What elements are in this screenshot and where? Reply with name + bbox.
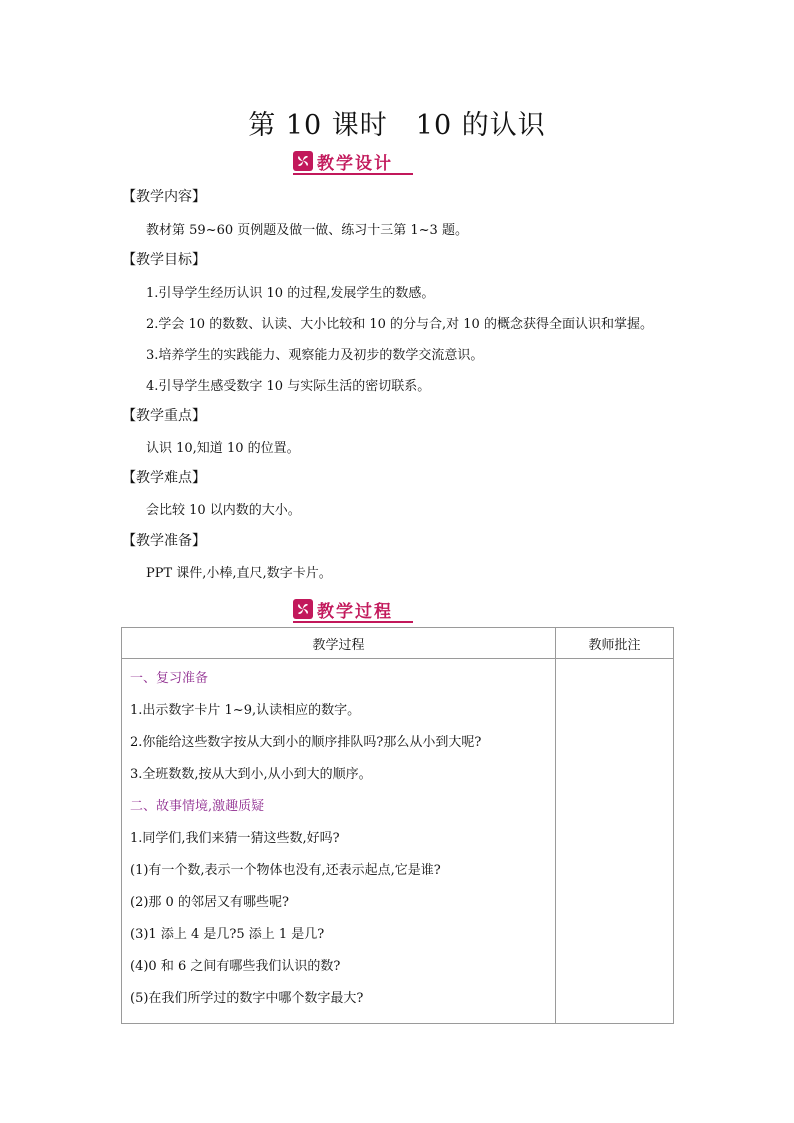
table-row: (3)1 添上 4 是几?5 添上 1 是几? xyxy=(130,927,325,942)
objective-line-2: 2.学会 10 的数数、认读、大小比较和 10 的分与合,对 10 的概念获得全面认识和掌握。 xyxy=(146,317,653,332)
design-section-badge xyxy=(293,149,413,175)
table-row: 2.你能给这些数字按从大到小的顺序排队吗?那么从小到大呢? xyxy=(130,735,482,750)
difficulties-line: 会比较 10 以内数的大小。 xyxy=(146,503,301,518)
table-row-heading: 二、故事情境,激趣质疑 xyxy=(130,799,265,814)
header-teacher-notes: 教师批注 xyxy=(556,628,674,659)
process-content-cell xyxy=(122,659,556,1024)
table-row: (5)在我们所学过的数字中哪个数字最大? xyxy=(130,991,364,1006)
pinwheel-icon xyxy=(293,599,313,619)
table-row: 3.全班数数,按从大到小,从小到大的顺序。 xyxy=(130,767,372,782)
page-title: 第 10 课时 10 的认识 xyxy=(248,110,546,141)
design-badge-label: 教学设计 xyxy=(317,153,393,174)
objective-line-1: 1.引导学生经历认识 10 的过程,发展学生的数感。 xyxy=(146,286,435,301)
teacher-notes-cell xyxy=(556,659,674,1024)
section-heading-difficulties: 【教学难点】 xyxy=(122,470,206,486)
section-heading-preparation: 【教学准备】 xyxy=(122,533,206,549)
table-row: 1.出示数字卡片 1~9,认读相应的数字。 xyxy=(130,703,361,718)
preparation-line: PPT 课件,小棒,直尺,数字卡片。 xyxy=(146,566,332,581)
section-heading-objectives: 【教学目标】 xyxy=(122,252,206,268)
process-badge-label: 教学过程 xyxy=(317,601,393,622)
process-section-badge xyxy=(293,597,413,623)
table-body-row xyxy=(122,659,674,1024)
section-heading-content: 【教学内容】 xyxy=(122,189,206,205)
key-points-line: 认识 10,知道 10 的位置。 xyxy=(146,441,300,456)
table-header-row xyxy=(122,628,674,659)
content-line: 教材第 59~60 页例题及做一做、练习十三第 1~3 题。 xyxy=(146,223,468,238)
section-heading-key-points: 【教学重点】 xyxy=(122,408,206,424)
table-row: (4)0 和 6 之间有哪些我们认识的数? xyxy=(130,959,341,974)
table-row: (2)那 0 的邻居又有哪些呢? xyxy=(130,895,289,910)
teaching-process-table xyxy=(121,627,674,1024)
objective-line-4: 4.引导学生感受数字 10 与实际生活的密切联系。 xyxy=(146,379,431,394)
header-process: 教学过程 xyxy=(122,628,556,659)
table-row: 1.同学们,我们来猜一猜这些数,好吗? xyxy=(130,831,340,846)
table-row-heading: 一、复习准备 xyxy=(130,671,209,686)
table-row: (1)有一个数,表示一个物体也没有,还表示起点,它是谁? xyxy=(130,863,441,878)
pinwheel-icon xyxy=(293,151,313,171)
objective-line-3: 3.培养学生的实践能力、观察能力及初步的数学交流意识。 xyxy=(146,348,484,363)
